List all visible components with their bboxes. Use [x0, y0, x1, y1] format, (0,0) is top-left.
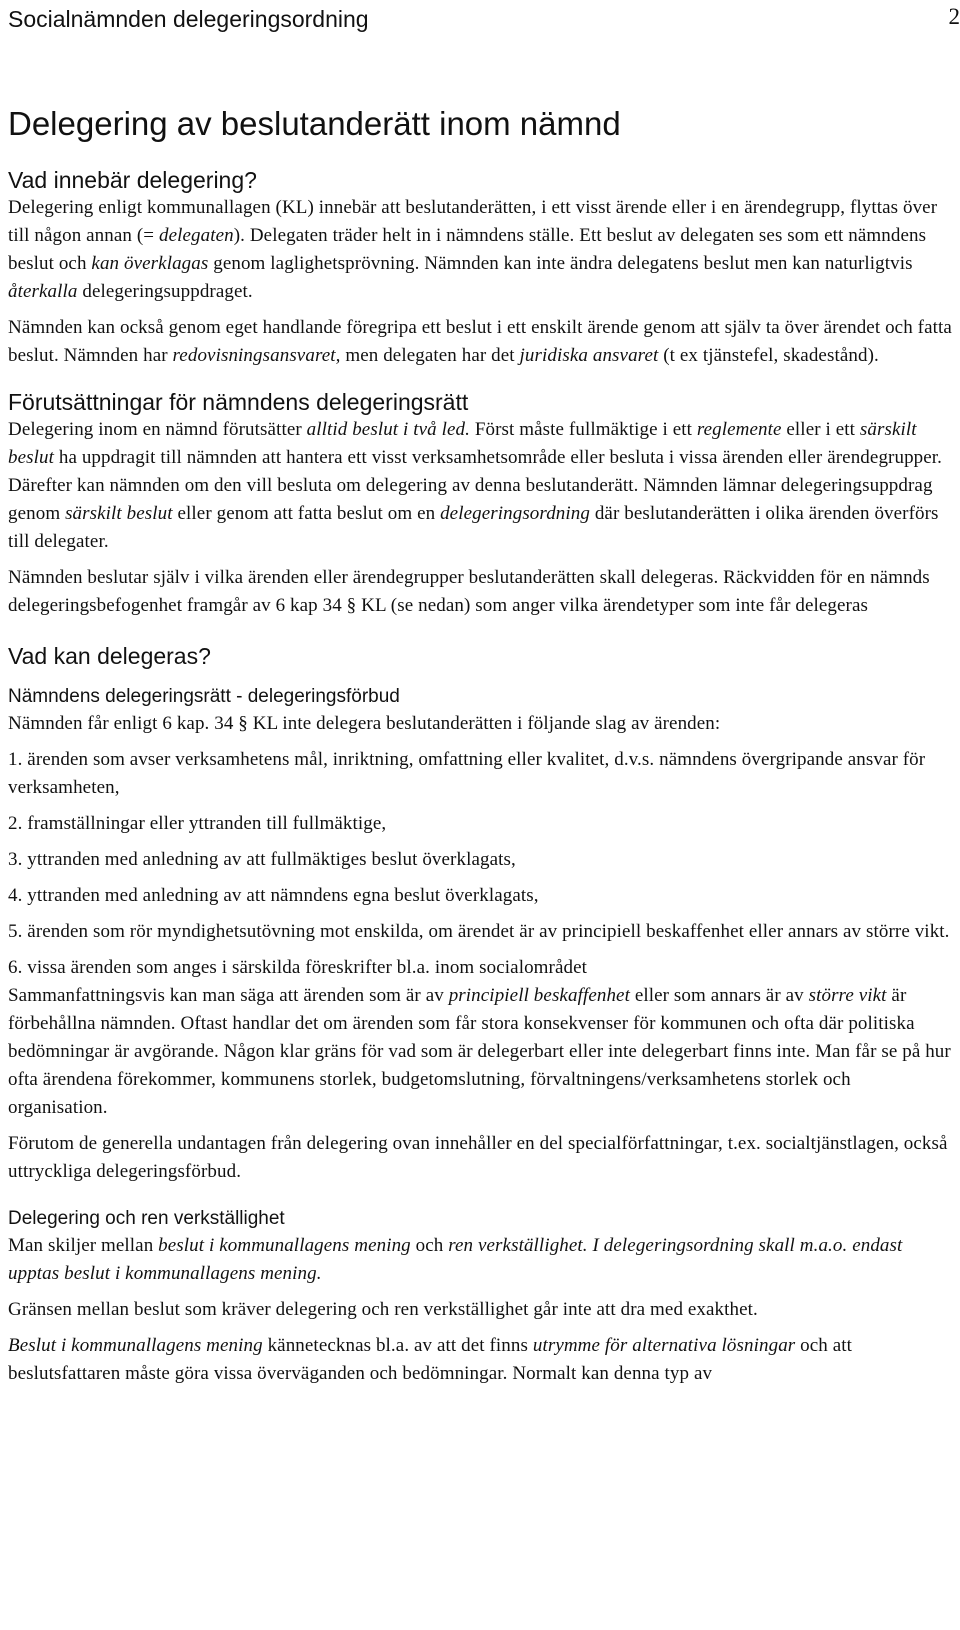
- italic-term: Beslut i kommunallagens mening: [8, 1335, 263, 1356]
- text-run: där beslutanderätten i olika ärenden överförs till delegater.: [8, 503, 939, 552]
- paragraph-gransen: Gränsen mellan beslut som kräver delegering och ren verkställighet går inte att dra med exakthet.: [8, 1299, 758, 1320]
- page-number: 2: [948, 4, 960, 29]
- text-run: Först måste fullmäktige i ett: [470, 419, 697, 440]
- italic-term: principiell beskaffenhet: [448, 985, 630, 1006]
- text-run: ha uppdragit till nämnden att hantera ett visst verksamhetsområde eller besluta i vissa ärenden eller ärendegrupper. Därefter kan nämnden om den vill besluta om delegering av denna beslutanderätt. Nämnden lämnar delegeringsuppdrag genom: [8, 447, 943, 524]
- italic-term: delegaten: [158, 225, 234, 246]
- section-heading-vad-kan-delegeras: Vad kan delegeras?: [8, 643, 211, 669]
- list-item: 1. ärenden som avser verksamhetens mål, inriktning, omfattning eller kvalitet, d.v.s. nämndens övergripande ansvar för verksamheten,: [8, 749, 926, 798]
- delegeringsforbud-list: [8, 746, 952, 982]
- italic-term: delegeringsordning: [440, 503, 590, 524]
- list-item: 3. yttranden med anledning av att fullmäktiges beslut överklagats,: [8, 849, 516, 870]
- paragraph-delegering-definition: [8, 194, 952, 306]
- paragraph-ansvar: [8, 314, 952, 370]
- italic-term: ren verkställighet. I delegeringsordning skall m.a.o. endast upptas beslut i kommunallagens mening.: [8, 1235, 903, 1284]
- italic-term: reglemente: [696, 419, 782, 440]
- list-item: 2. framställningar eller yttranden till fullmäktige,: [8, 813, 387, 834]
- text-run: genom laglighetsprövning. Nämnden kan inte ändra delegatens beslut men kan naturligtvis: [208, 253, 913, 274]
- paragraph-kannetecken: [8, 1332, 952, 1388]
- italic-term: särskilt beslut: [65, 503, 173, 524]
- document-body: [8, 104, 952, 1388]
- paragraph-beslut-vs-verkstallighet: [8, 1232, 952, 1288]
- text-run: eller i ett: [781, 419, 860, 440]
- text-run: Delegering inom en nämnd förutsätter: [8, 419, 307, 440]
- text-run: och: [410, 1235, 449, 1256]
- running-header-title: Socialnämnden delegeringsordning: [8, 6, 369, 32]
- text-run: Nämnden kan också genom eget handlande föregripa ett beslut i ett enskilt ärende genom att själv ta över ärendet och fatta beslut. Nämnden har: [8, 317, 952, 366]
- italic-term: alltid beslut i två led.: [306, 419, 470, 440]
- list-item: 4. yttranden med anledning av att nämndens egna beslut överklagats,: [8, 885, 539, 906]
- subheading-ren-verkstallighet: Delegering och ren verkställighet: [8, 1208, 285, 1229]
- paragraph-forbud-intro: Nämnden får enligt 6 kap. 34 § KL inte delegera beslutanderätten i följande slag av ärenden:: [8, 713, 721, 734]
- text-run: delegeringsuppdraget.: [77, 281, 253, 302]
- text-run: och att beslutsfattaren måste göra vissa överväganden och bedömningar. Normalt kan denna typ av: [8, 1335, 853, 1384]
- text-run: Delegering enligt kommunallagen (KL) innebär att beslutanderätten, i ett visst ärende eller i en ärendegrupp, flyttas över till någon annan (=: [8, 197, 938, 246]
- text-run: är förbehållna nämnden. Oftast handlar det om ärenden som får stora konsekvenser för kommunen och ofta där politiska bedömningar är avgörande. Någon klar gräns för vad som är delegerbart eller inte delegerbart finns inte. Man får se på hur ofta ärendena förekommer, kommunens storlek, budgetomslutning, förvaltningens/verksamhetens storlek och organisation.: [8, 985, 951, 1118]
- italic-term: särskilt beslut: [8, 419, 917, 468]
- italic-term: större vikt: [808, 985, 887, 1006]
- paragraph-beslut-i-tva-led: [8, 416, 952, 556]
- text-run: Sammanfattningsvis kan man säga att ärenden som är av: [8, 985, 449, 1006]
- paragraph-sammanfattning: [8, 982, 952, 1122]
- running-header: [8, 4, 960, 34]
- paragraph-specialforfattningar: Förutom de generella undantagen från delegering ovan innehåller en del specialförfattningar, t.ex. socialtjänstlagen, också uttryckliga delegeringsförbud.: [8, 1133, 948, 1182]
- section-heading-forutsattningar: Förutsättningar för nämndens delegeringsrätt: [8, 389, 469, 415]
- subheading-delegeringsforbud: Nämndens delegeringsrätt - delegeringsförbud: [8, 686, 400, 707]
- italic-term: återkalla: [8, 281, 78, 302]
- italic-term: beslut i kommunallagens mening: [158, 1235, 411, 1256]
- italic-term: kan överklagas: [91, 253, 209, 274]
- italic-term: juridiska ansvaret: [519, 345, 659, 366]
- text-run: kännetecknas bl.a. av att det finns: [262, 1335, 533, 1356]
- text-run: (t ex tjänstefel, skadestånd).: [658, 345, 879, 366]
- text-run: eller genom att fatta beslut om en: [172, 503, 441, 524]
- document-title: Delegering av beslutanderätt inom nämnd: [8, 105, 621, 142]
- text-run: eller som annars är av: [629, 985, 809, 1006]
- text-run: men delegaten har det: [340, 345, 520, 366]
- list-item: 5. ärenden som rör myndighetsutövning mot enskilda, om ärendet är av principiell beskaffenhet eller annars av större vikt.: [8, 921, 950, 942]
- section-heading-vad-innebar: Vad innebär delegering?: [8, 167, 257, 193]
- text-run: Man skiljer mellan: [8, 1235, 159, 1256]
- paragraph-rackvidd: Nämnden beslutar själv i vilka ärenden eller ärendegrupper beslutanderätten skall delegeras. Räckvidden för en nämnds delegeringsbefogenhet framgår av 6 kap 34 § KL (se nedan) som anger vilka ärendetyper som inte får delegeras: [8, 567, 930, 616]
- text-run: ). Delegaten träder helt in i nämndens ställe. Ett beslut av delegaten ses som ett nämndens beslut och: [8, 225, 927, 274]
- italic-term: utrymme för alternativa lösningar: [532, 1335, 796, 1356]
- italic-term: redovisningsansvaret,: [172, 345, 341, 366]
- list-item: 6. vissa ärenden som anges i särskilda föreskrifter bl.a. inom socialområdet: [8, 957, 588, 978]
